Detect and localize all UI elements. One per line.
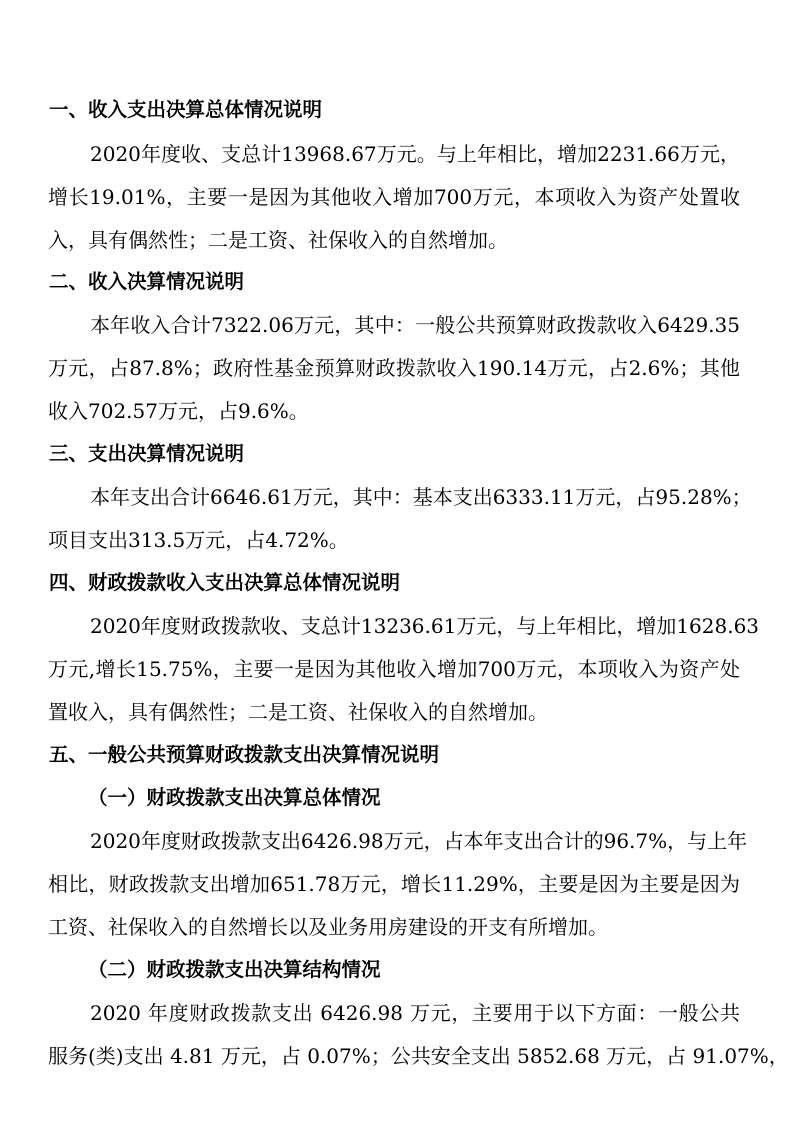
subsection-heading-2: （二）财政拨款支出决算结构情况 bbox=[88, 958, 381, 981]
section-heading-3: 三、支出决算情况说明 bbox=[49, 442, 245, 465]
section-heading-4: 四、财政拨款收入支出决算总体情况说明 bbox=[49, 571, 401, 594]
paragraph-line: 工资、社保收入的自然增长以及业务用房建设的开支有所增加。 bbox=[48, 915, 608, 939]
section-heading-5: 五、一般公共预算财政拨款支出决算情况说明 bbox=[49, 743, 440, 766]
paragraph-line: 2020年度收、支总计13968.67万元。与上年相比，增加2231.66万元， bbox=[90, 142, 740, 166]
subsection-heading-1: （一）财政拨款支出决算总体情况 bbox=[88, 786, 381, 809]
paragraph-line: 入，具有偶然性；二是工资、社保收入的自然增加。 bbox=[48, 228, 508, 252]
paragraph-line: 相比，财政拨款支出增加651.78万元，增长11.29%，主要是因为主要是因为 bbox=[48, 872, 740, 896]
paragraph-line: 万元,增长15.75%，主要一是因为其他收入增加700万元，本项收入为资产处 bbox=[48, 657, 740, 681]
section-heading-2: 二、收入决算情况说明 bbox=[49, 270, 245, 293]
paragraph-line: 收入702.57万元，占9.6%。 bbox=[48, 399, 309, 423]
paragraph-line: 置收入，具有偶然性；二是工资、社保收入的自然增加。 bbox=[48, 700, 548, 724]
paragraph-line: 2020年度财政拨款支出6426.98万元，占本年支出合计的96.7%，与上年 bbox=[90, 829, 748, 853]
paragraph-line: 增长19.01%，主要一是因为其他收入增加700万元，本项收入为资产处置收 bbox=[48, 185, 740, 209]
paragraph-line: 2020年度财政拨款收、支总计13236.61万元，与上年相比，增加1628.63 bbox=[90, 614, 760, 638]
paragraph-line: 本年支出合计6646.61万元，其中：基本支出6333.11万元，占95.28%； bbox=[90, 485, 752, 509]
paragraph-line: 万元，占87.8%；政府性基金预算财政拨款收入190.14万元，占2.6%；其他 bbox=[48, 356, 740, 380]
paragraph-line: 服务(类)支出 4.81 万元，占 0.07%；公共安全支出 5852.68 万元，占 91.07%， bbox=[48, 1044, 789, 1068]
paragraph-line: 本年收入合计7322.06万元，其中：一般公共预算财政拨款收入6429.35 bbox=[90, 313, 740, 337]
section-heading-1: 一、收入支出决算总体情况说明 bbox=[49, 98, 323, 121]
paragraph-line: 2020 年度财政拨款支出 6426.98 万元，主要用于以下方面：一般公共 bbox=[90, 1001, 740, 1025]
paragraph-line: 项目支出313.5万元，占4.72%。 bbox=[48, 528, 349, 552]
